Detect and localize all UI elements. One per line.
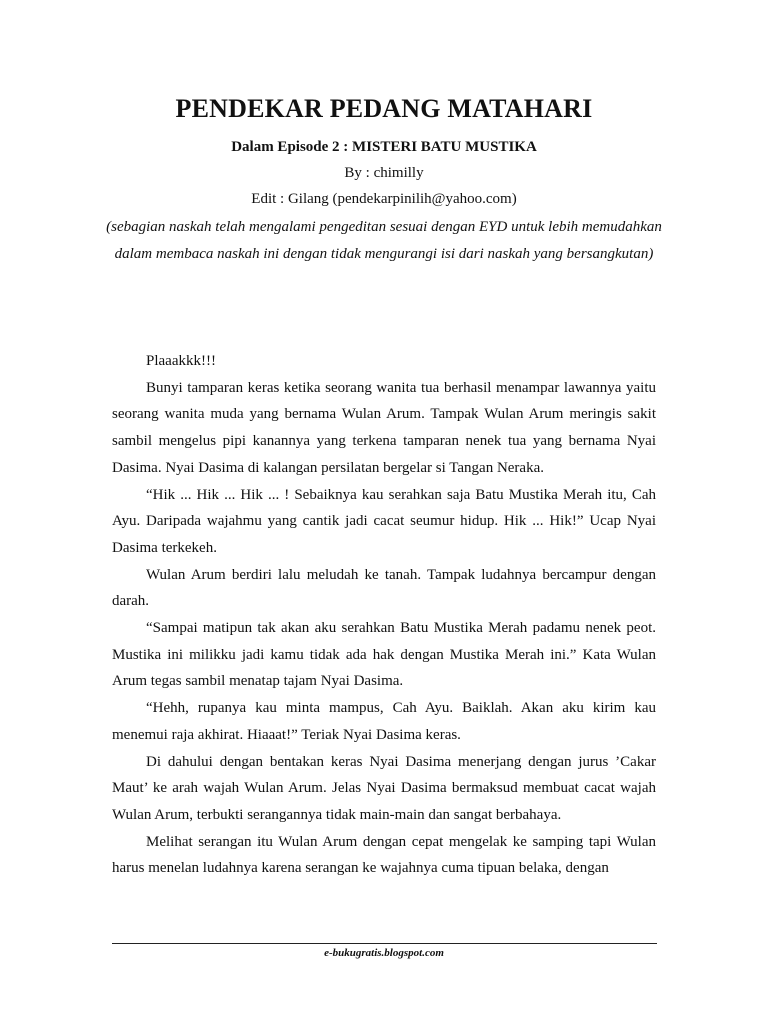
- episode-subtitle: Dalam Episode 2 : MISTERI BATU MUSTIKA: [231, 139, 537, 155]
- paragraph: “Hik ... Hik ... Hik ... ! Sebaiknya kau serahkan saja Batu Mustika Merah itu, Cah Ayu. Daripada wajahmu yang cantik jadi cacat seumur hidup. Hik ... Hik!” Ucap Nyai Dasima terkekeh.: [112, 486, 656, 556]
- paragraph: Melihat serangan itu Wulan Arum dengan cepat mengelak ke samping tapi Wulan harus menelan ludahnya karena serangan ke wajahnya cuma tipuan belaka, dengan: [112, 833, 656, 877]
- author-line: By : chimilly: [344, 165, 424, 181]
- story-body: [112, 348, 656, 882]
- paragraph: Wulan Arum berdiri lalu meludah ke tanah. Tampak ludahnya bercampur dengan darah.: [112, 566, 656, 610]
- editorial-note: (sebagian naskah telah mengalami pengeditan sesuai dengan EYD untuk lebih memudahkan dalam membaca naskah ini dengan tidak mengurangi isi dari naskah yang bersangkutan): [106, 219, 662, 262]
- document-title: PENDEKAR PEDANG MATAHARI: [175, 94, 593, 123]
- paragraph: “Sampai matipun tak akan aku serahkan Batu Mustika Merah padamu nenek peot. Mustika ini milikku jadi kamu tidak ada hak dengan Mustika Merah ini.” Kata Wulan Arum tegas sambil menatap tajam Nyai Dasima.: [112, 620, 656, 690]
- editor-line: Edit : Gilang (pendekarpinilih@yahoo.com): [251, 191, 517, 207]
- footer-divider: [112, 943, 657, 944]
- paragraph: Plaaakkk!!!: [146, 353, 216, 369]
- paragraph: Di dahului dengan bentakan keras Nyai Dasima menerjang dengan jurus ’Cakar Maut’ ke arah wajah Wulan Arum. Jelas Nyai Dasima bermaksud membuat cacat wajah Wulan Arum, terbukti serangannya tidak main-main dan sangat berbahaya.: [112, 753, 656, 823]
- footer-source: e-bukugratis.blogspot.com: [324, 947, 444, 959]
- paragraph: “Hehh, rupanya kau minta mampus, Cah Ayu. Baiklah. Akan aku kirim kau menemui raja akhirat. Hiaaat!” Teriak Nyai Dasima keras.: [112, 700, 656, 743]
- paragraph: Bunyi tamparan keras ketika seorang wanita tua berhasil menampar lawannya yaitu seorang wanita muda yang bernama Wulan Arum. Tampak Wulan Arum meringis sakit sambil mengelus pipi kanannya yang terkena tamparan nenek tua yang bernama Nyai Dasima. Nyai Dasima di kalangan persilatan bergelar si Tangan Neraka.: [112, 379, 656, 476]
